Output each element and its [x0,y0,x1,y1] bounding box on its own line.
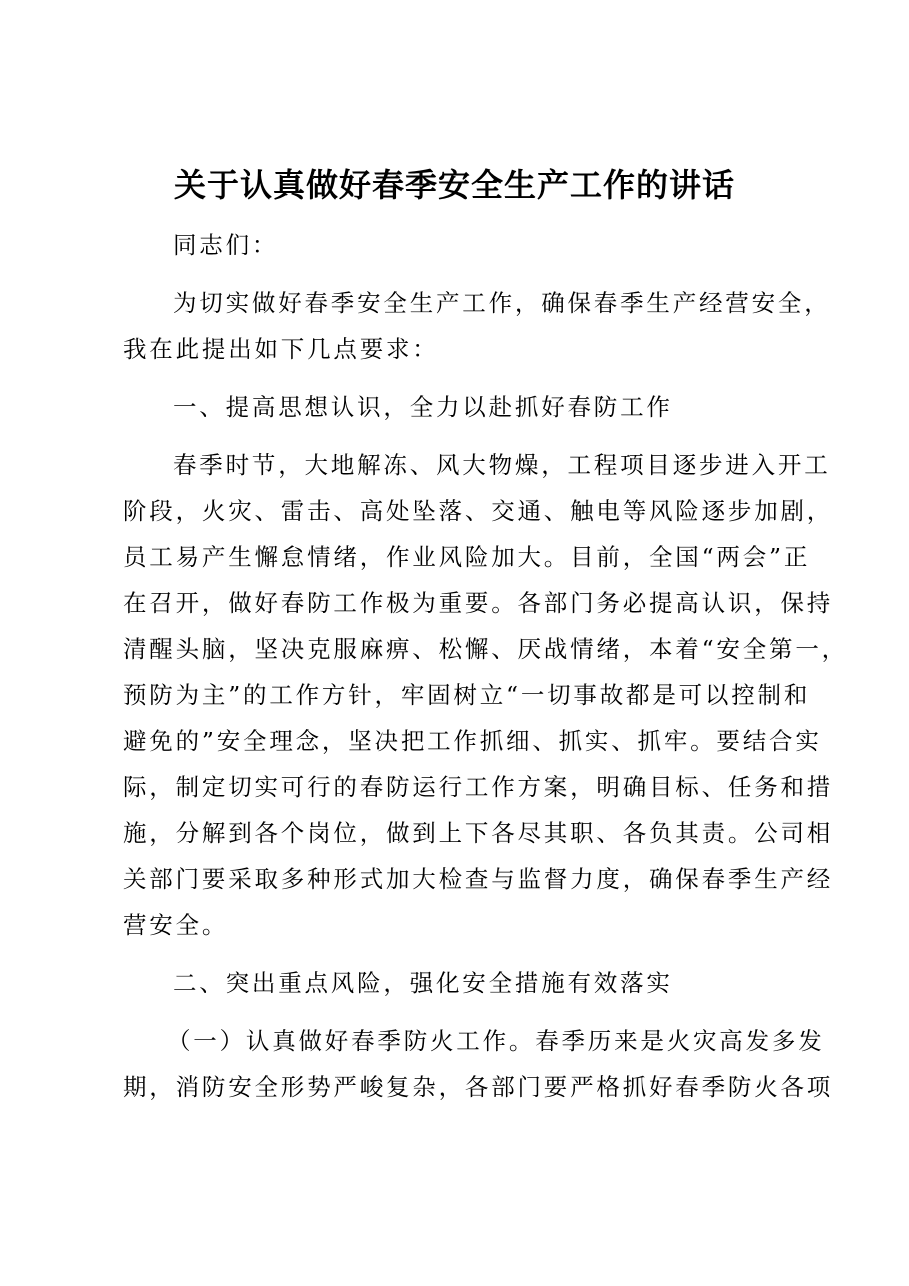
paragraph-line: 在召开，做好春防工作极为重要。各部门务必提高认识，保持 [123,589,834,617]
paragraph-line: 预防为主”的工作方针，牢固树立“一切事故都是可以控制和 [123,681,811,709]
paragraph-line: 施，分解到各个岗位，做到上下各尽其职、各负其责。公司相 [123,819,834,847]
paragraph-line: 营安全。 [123,911,229,939]
paragraph-line: 春季时节，大地解冻、风大物燥，工程项目逐步进入开工 [173,451,831,479]
paragraph-line: （一）认真做好春季防火工作。春季历来是火灾高发多发 [167,1027,825,1055]
salutation-line: 同志们： [173,231,279,259]
paragraph-line: 清醒头脑，坚决克服麻痹、松懈、厌战情绪，本着“安全第一， [123,635,848,663]
paragraph-line: 际，制定切实可行的春防运行工作方案，明确目标、任务和措 [123,773,834,801]
document-body [123,222,848,1110]
paragraph-line: 避免的”安全理念，坚决把工作抓细、抓实、抓牢。要结合实 [123,727,822,755]
section-heading-2-text: 二、突出重点风险，强化安全措施有效落实 [173,969,673,997]
salutation [123,222,798,268]
document-title: 关于认真做好春季安全生产工作的讲话 [173,166,735,204]
intro-line: 我在此提出如下几点要求： [123,335,439,363]
paragraph-line: 员工易产生懈怠情绪，作业风险加大。目前，全国“两会”正 [123,543,811,571]
intro-paragraph [123,280,831,372]
intro-line: 为切实做好春季安全生产工作，确保春季生产经营安全， [173,289,831,317]
paragraph-line: 关部门要采取多种形式加大检查与监督力度，确保春季生产经 [123,865,834,893]
section-heading-1-text: 一、提高思想认识，全力以赴抓好春防工作 [173,393,673,421]
paragraph-line: 期，消防安全形势严峻复杂，各部门要严格抓好春季防火各项 [123,1073,834,1101]
paragraph-1 [123,442,848,948]
section-heading-1 [123,384,798,430]
paragraph-line: 阶段，火灾、雷击、高处坠落、交通、触电等风险逐步加剧， [123,497,834,525]
section-heading-2 [123,960,798,1006]
paragraph-2 [123,1018,834,1110]
